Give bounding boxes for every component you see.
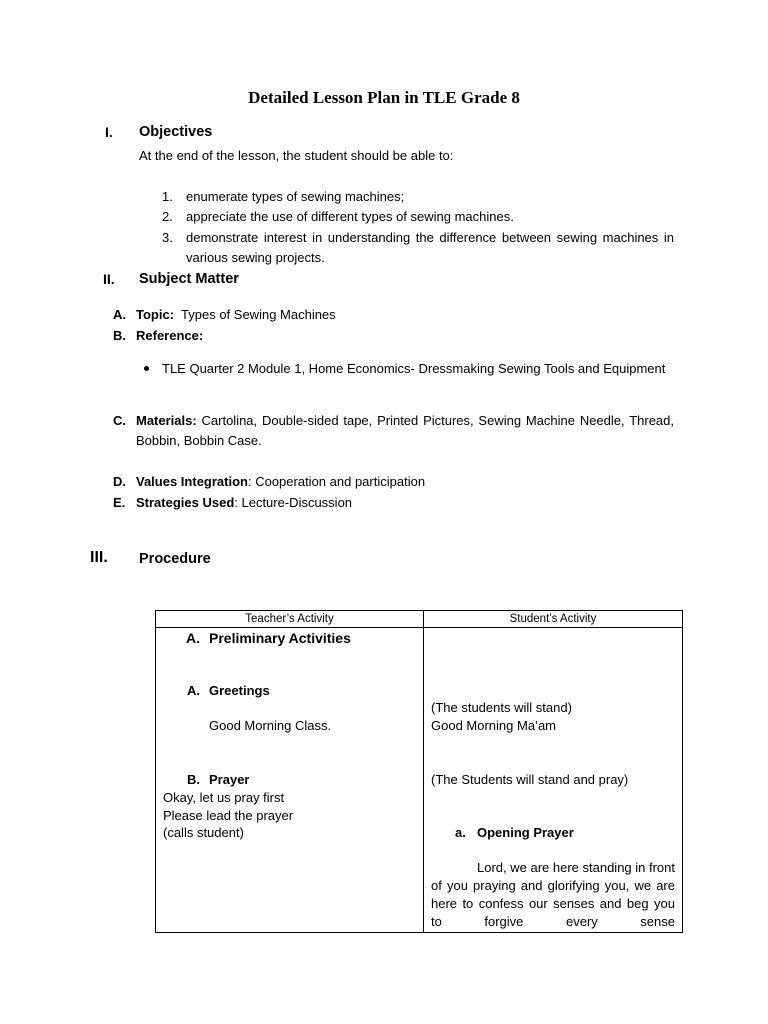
item-letter: A. <box>113 307 126 322</box>
item-letter: C. <box>113 413 126 428</box>
prayer-line: (calls student) <box>163 825 244 840</box>
prayer-letter: B. <box>187 772 200 787</box>
student-stand-pray-note: (The Students will stand and pray) <box>431 772 629 787</box>
materials-line <box>136 411 674 451</box>
section-numeral-procedure: III. <box>90 549 108 566</box>
opening-prayer-letter: a. <box>455 825 466 840</box>
values-label: Values Integration <box>136 474 248 489</box>
topic-value: Types of Sewing Machines <box>181 307 336 322</box>
greetings-letter: A. <box>187 683 200 698</box>
materials-label: Materials: <box>136 413 197 428</box>
materials-value: Cartolina, Double-sided tape, Printed Pictures, Sewing Machine Needle, Thread, Bobbin, Bobbin Case. <box>136 413 674 448</box>
strategies-line <box>136 493 352 513</box>
objective-item: appreciate the use of different types of sewing machines. <box>186 209 514 224</box>
preliminary-heading: Preliminary Activities <box>209 630 351 646</box>
objective-number: 1. <box>162 189 173 204</box>
header-student-activity: Student’s Activity <box>424 611 683 628</box>
objective-number: 2. <box>162 209 173 224</box>
greeting-line: Good Morning Class. <box>209 718 332 733</box>
section-heading-subject-matter: Subject Matter <box>139 271 239 287</box>
section-numeral-objectives: I. <box>105 124 113 140</box>
table-header-row <box>156 611 683 628</box>
item-letter: D. <box>113 474 126 489</box>
section-heading-objectives: Objectives <box>139 124 213 140</box>
student-stand-note: (The students will stand) <box>431 700 572 715</box>
strategies-label: Strategies Used <box>136 495 235 510</box>
bullet-dot-icon <box>144 366 149 371</box>
topic-label: Topic: <box>136 307 175 322</box>
item-letter: E. <box>113 495 126 510</box>
greetings-heading: Greetings <box>209 683 270 698</box>
opening-prayer-heading: Opening Prayer <box>477 825 574 840</box>
objective-number: 3. <box>162 230 173 245</box>
item-letter: B. <box>113 328 126 343</box>
opening-prayer-text: Lord, we are here standing in front of you praying and glorifying you, we are here to confess our senses and beg you to forgive every sense <box>431 860 676 929</box>
procedure-table <box>155 610 683 933</box>
student-greet-reply: Good Morning Ma’am <box>431 718 556 733</box>
section-heading-procedure: Procedure <box>139 551 211 567</box>
strategies-value: : Lecture-Discussion <box>234 495 353 510</box>
student-activity-cell <box>424 628 683 933</box>
page-title: Detailed Lesson Plan in TLE Grade 8 <box>248 88 520 107</box>
reference-bullet: TLE Quarter 2 Module 1, Home Economics- Dressmaking Sewing Tools and Equipment <box>162 361 666 376</box>
objective-item: enumerate types of sewing machines; <box>186 189 405 204</box>
values-value: : Cooperation and participation <box>247 474 426 489</box>
prayer-heading: Prayer <box>209 772 250 787</box>
teacher-activity-cell <box>156 628 424 933</box>
header-teacher-activity: Teacher’s Activity <box>156 611 424 628</box>
table-row <box>156 628 683 933</box>
objective-item: demonstrate interest in understanding the difference between sewing machines in various sewing projects. <box>186 230 674 265</box>
reference-label: Reference: <box>136 328 204 343</box>
section-numeral-subject-matter: II. <box>103 271 115 287</box>
topic-line <box>136 305 336 325</box>
objectives-intro: At the end of the lesson, the student should be able to: <box>139 148 454 163</box>
values-line <box>136 472 425 492</box>
prayer-line: Please lead the prayer <box>163 808 294 823</box>
prayer-line: Okay, let us pray first <box>163 790 285 805</box>
preliminary-letter: A. <box>186 630 200 646</box>
